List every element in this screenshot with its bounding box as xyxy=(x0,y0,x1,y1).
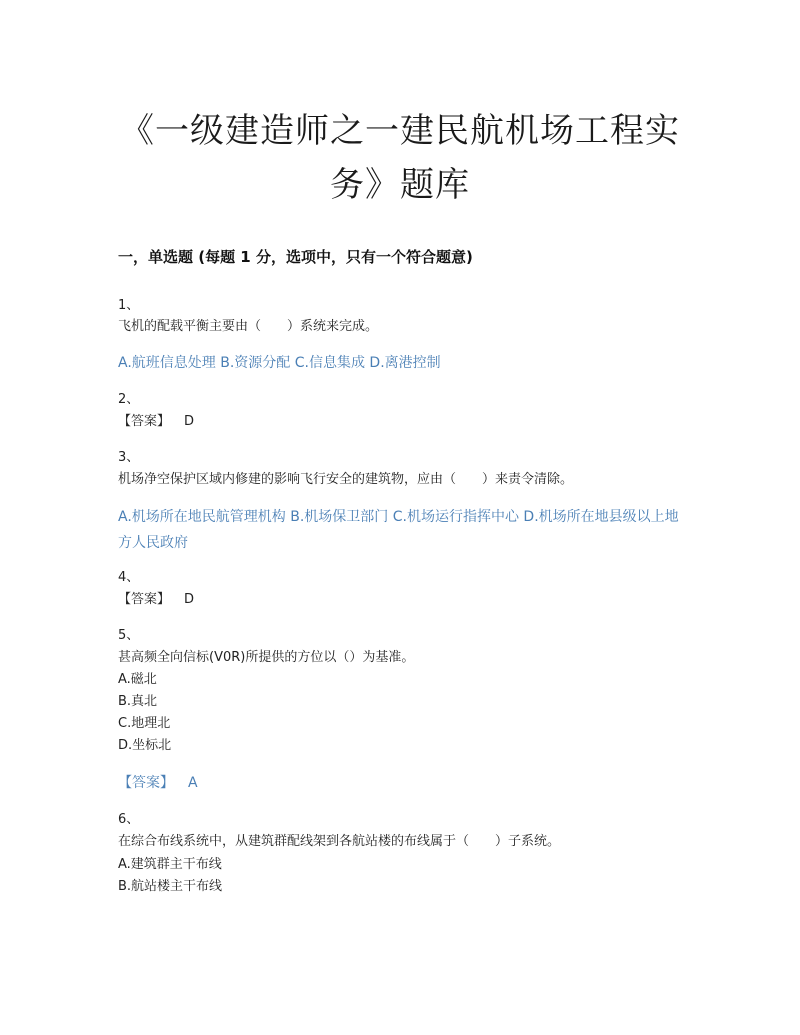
question-2-number: 2、 xyxy=(118,392,140,407)
question-4-number: 4、 xyxy=(118,570,140,585)
question-3-stem: 机场净空保护区域内修建的影响飞行安全的建筑物，应由（ ）来责令清除。 xyxy=(118,472,574,487)
question-3-options: A.机场所在地民航管理机构 B.机场保卫部门 C.机场运行指挥中心 D.机场所在地县级以上地方人民政府 xyxy=(118,509,679,551)
question-5-stem: 甚高频全向信标(V0R)所提供的方位以（）为基准。 xyxy=(118,650,415,665)
question-5-answer xyxy=(118,773,198,793)
answer-value: A xyxy=(188,775,198,791)
question-1-options: A.航班信息处理 B.资源分配 C.信息集成 D.离港控制 xyxy=(118,355,441,371)
answer-label: 【答案】 xyxy=(118,592,171,607)
section-heading: 一，单选题 (每题 1 分，选项中，只有一个符合题意) xyxy=(118,248,473,266)
question-6-number: 6、 xyxy=(118,812,140,827)
question-1-stem: 飞机的配载平衡主要由（ ）系统来完成。 xyxy=(118,319,379,334)
answer-label: 【答案】 xyxy=(118,775,174,791)
answer-label: 【答案】 xyxy=(118,414,171,429)
question-4-answer xyxy=(118,590,194,610)
answer-value: D xyxy=(184,592,195,607)
answer-value: D xyxy=(184,414,195,429)
document-title: 《一级建造师之一建民航机场工程实务》题库 xyxy=(120,111,680,205)
question-5-option-a: A.磁北 xyxy=(118,672,157,687)
question-1-number: 1、 xyxy=(118,298,140,313)
question-5-option-d: D.坐标北 xyxy=(118,738,172,753)
question-6-option-b: B.航站楼主干布线 xyxy=(118,879,223,894)
question-5-option-b: B.真北 xyxy=(118,694,158,709)
question-6-stem: 在综合布线系统中，从建筑群配线架到各航站楼的布线属于（ ）子系统。 xyxy=(118,834,561,849)
question-6-option-a: A.建筑群主干布线 xyxy=(118,857,222,872)
question-5-option-c: C.地理北 xyxy=(118,716,171,731)
question-5-number: 5、 xyxy=(118,628,140,643)
question-3-number: 3、 xyxy=(118,450,140,465)
question-2-answer xyxy=(118,412,194,432)
